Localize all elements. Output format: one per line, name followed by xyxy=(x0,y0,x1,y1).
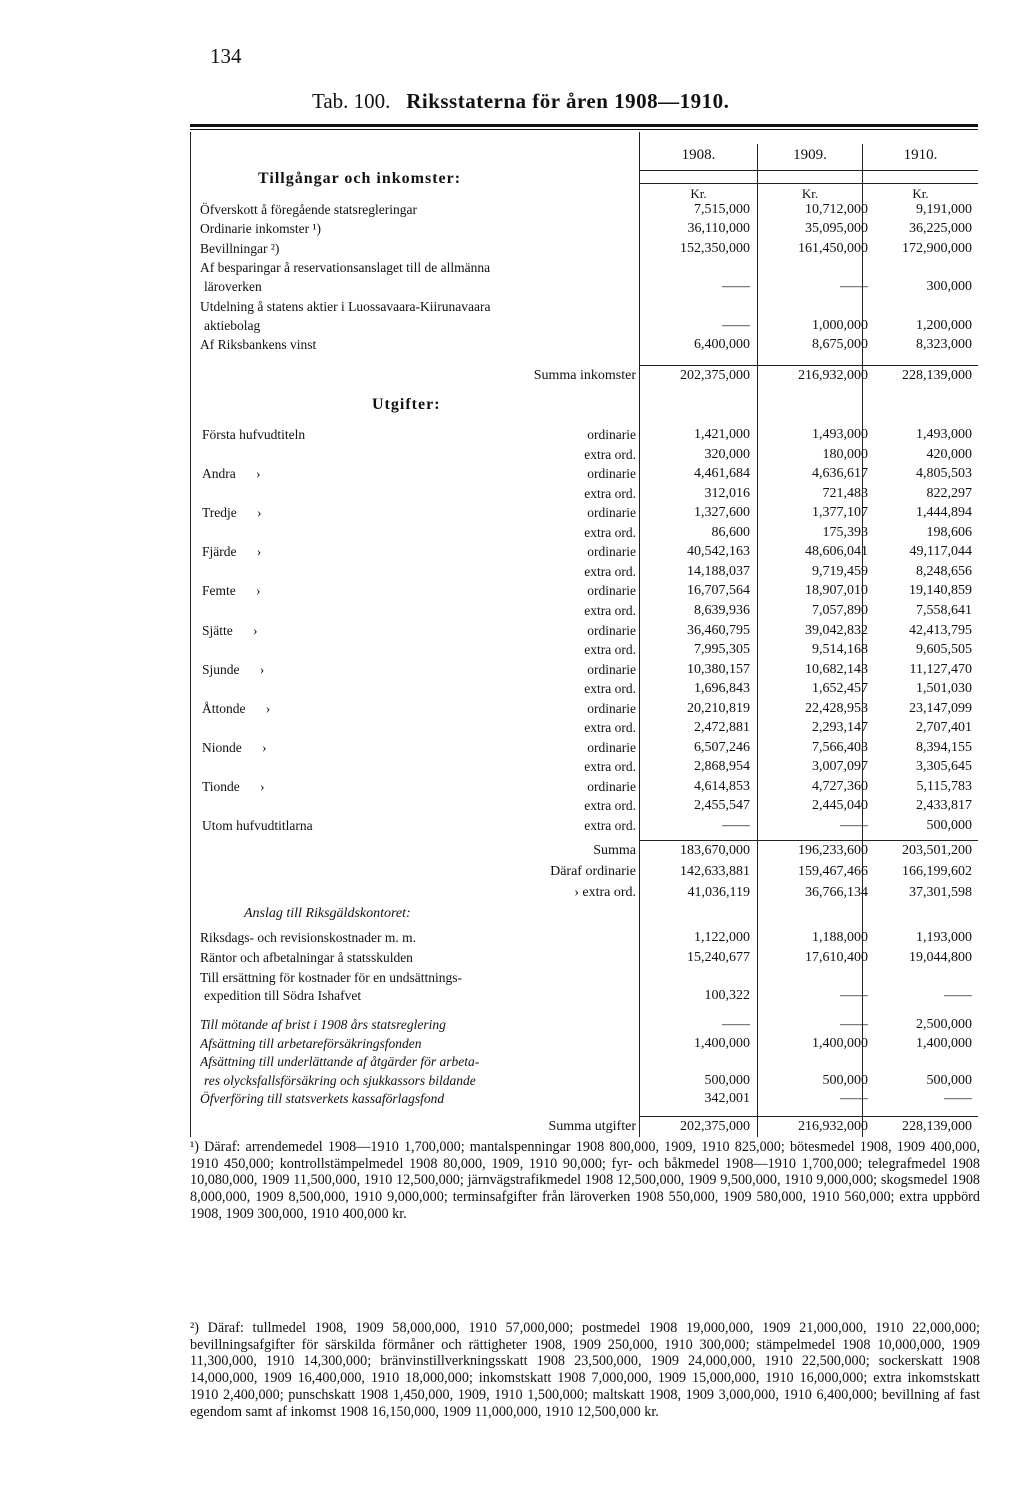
income-row-1-value-1: 36,110,000 xyxy=(687,221,750,237)
year-header-1908: 1908. xyxy=(681,147,716,163)
expense-row-16-value-1: 6,507,246 xyxy=(694,739,750,755)
expense-row-6-kind: ordinarie xyxy=(585,542,636,562)
expense-row-7 xyxy=(202,562,638,582)
expense-daraf-ordinarie-value-1: 142,633,881 xyxy=(680,864,750,879)
expense-row-5-value-3: 198,606 xyxy=(926,524,972,540)
expense-row-5 xyxy=(202,523,638,543)
anslag-row-0-text: Riksdags- och revisionskostnader m. m. xyxy=(200,930,416,945)
expense-row-15-value-3: 2,707,401 xyxy=(916,720,972,736)
special-row-2-text: Afsättning till underlättande af åtgärder för arbeta- xyxy=(200,1054,480,1070)
anslag-row-3 xyxy=(204,986,638,1006)
expense-row-11-value-2: 9,514,168 xyxy=(812,642,868,658)
income-row-3-text: Af besparingar å reservationsanslaget till de allmänna xyxy=(200,259,491,275)
expense-row-4-value-2: 1,377,107 xyxy=(812,505,868,521)
expense-row-0-value-2: 1,493,000 xyxy=(812,427,868,442)
expense-row-0 xyxy=(202,425,638,445)
special-row-3-value-2: 500,000 xyxy=(822,1072,868,1088)
expense-row-5-value-2: 175,393 xyxy=(822,524,868,540)
expense-row-5-kind: extra ord. xyxy=(582,523,636,543)
expense-summa-label: Summa xyxy=(593,843,636,858)
expense-row-9-value-2: 7,057,890 xyxy=(812,602,868,618)
special-row-4-text: Öfverföring till statsverkets kassaförlagsfond xyxy=(200,1091,445,1107)
income-row-0-value-3: 9,191,000 xyxy=(916,202,972,217)
top-double-rule xyxy=(190,124,978,127)
expense-row-2 xyxy=(202,464,638,484)
anslag-row-1-value-3: 19,044,800 xyxy=(909,950,972,965)
expense-daraf-extra-value-2: 36,766,134 xyxy=(805,885,868,900)
expense-row-3-value-1: 312,016 xyxy=(704,485,750,501)
income-row-6-value-1: —— xyxy=(722,317,750,333)
special-row-3-text: res olycksfallsförsäkring och sjukkassors bildande xyxy=(204,1072,476,1088)
expense-row-14-value-2: 22,428,953 xyxy=(805,700,868,716)
expense-row-11-value-3: 9,605,505 xyxy=(916,642,972,658)
anslag-row-1-value-2: 17,610,400 xyxy=(805,950,868,965)
footnote-2: ²) Däraf: tullmedel 1908, 1909 58,000,000, 1910 57,000,000; postmedel 1908 19,000,000, 1909 21,000,000, 1910 22,000,000; bevillningsafgifter för särskilda förmåner och rättigheter 1908, 1909 250,000, 1910 300,000; stämpelmedel 1908 10,000,000, 1909 11,300,000, 1910 14,300,000; bränvinstillverkningsskatt 1908 23,500,000, 1909 24,000,000, 1910 22,500,000; sockerskatt 1908 14,000,000, 1909 16,400,000, 1910 18,000,000; inkomstskatt 1908 7,000,000, 1909 15,000,000, 1910 16,000,000; extra inkomstskatt 1910 2,400,000; punschskatt 1908 1,450,000, 1909, 1910 1,500,000; maltskatt 1908, 1909 3,000,000, 1910 6,400,000; bevillning af fast egendom samt af inkomst 1908 16,150,000, 1909 11,000,000, 1910 12,500,000 kr. xyxy=(190,1320,980,1420)
expense-row-6 xyxy=(202,542,638,562)
year-header-1910: 1910. xyxy=(903,147,938,163)
income-row-5-text: Utdelning å statens aktier i Luossavaara-Kiirunavaara xyxy=(200,298,491,314)
income-row-6 xyxy=(204,316,638,336)
expense-row-3 xyxy=(202,484,638,504)
special-row-4-value-1: 342,001 xyxy=(704,1091,750,1107)
anslag-row-2 xyxy=(200,968,638,988)
total-expense-value-1: 202,375,000 xyxy=(680,1119,750,1134)
expenses-heading: Utgifter: xyxy=(372,396,441,413)
expense-daraf-ordinarie-label: Däraf ordinarie xyxy=(550,864,636,879)
expense-row-14-value-3: 23,147,099 xyxy=(909,700,972,716)
anslag-row-2-text: Till ersättning för kostnader för en undsättnings- xyxy=(200,970,462,985)
expense-row-18-value-1: 4,614,853 xyxy=(694,778,750,794)
expense-row-11-text xyxy=(202,642,204,657)
special-row-0-value-1: —— xyxy=(722,1017,750,1032)
expense-row-7-kind: extra ord. xyxy=(582,562,636,582)
expense-row-15-value-2: 2,293,147 xyxy=(812,720,868,736)
special-row-0-value-2: —— xyxy=(840,1017,868,1032)
expense-row-13-value-3: 1,501,030 xyxy=(916,681,972,697)
expense-row-3-value-2: 721,483 xyxy=(822,485,868,501)
special-row-1-value-3: 1,400,000 xyxy=(916,1035,972,1051)
special-row-1-value-2: 1,400,000 xyxy=(812,1035,868,1051)
expense-row-0-value-1: 1,421,000 xyxy=(694,427,750,442)
top-thin-rule xyxy=(190,129,978,130)
income-row-4-value-3: 300,000 xyxy=(926,279,972,295)
expense-row-1-text xyxy=(202,447,204,462)
expense-row-0-kind: ordinarie xyxy=(585,425,636,445)
expense-row-4-value-3: 1,444,894 xyxy=(916,505,972,521)
special-row-4-value-2: —— xyxy=(840,1091,868,1107)
expense-row-4-text: Tredje › xyxy=(202,505,262,521)
income-row-6-value-3: 1,200,000 xyxy=(916,317,972,333)
income-sum-value-1: 202,375,000 xyxy=(680,368,750,383)
table-title xyxy=(312,89,729,114)
expense-row-10-kind: ordinarie xyxy=(585,621,636,641)
expense-row-8-value-1: 16,707,564 xyxy=(687,583,750,599)
expense-daraf-extra-value-1: 41,036,119 xyxy=(687,885,750,900)
expense-row-14-kind: ordinarie xyxy=(585,699,636,719)
expense-row-8-text: Femte › xyxy=(202,583,261,599)
income-row-5 xyxy=(200,297,638,317)
expense-row-1-kind: extra ord. xyxy=(582,445,636,465)
expense-row-7-text xyxy=(202,564,204,579)
expense-row-14-value-1: 20,210,819 xyxy=(687,700,750,716)
column-header-rule xyxy=(640,170,978,171)
anslag-row-3-value-1: 100,322 xyxy=(704,988,750,1003)
expense-row-5-value-1: 86,600 xyxy=(711,524,750,540)
expense-row-2-value-3: 4,805,503 xyxy=(916,466,972,482)
income-row-0-value-1: 7,515,000 xyxy=(694,202,750,217)
special-row-3-value-1: 500,000 xyxy=(704,1072,750,1088)
expense-row-3-value-3: 822,297 xyxy=(926,485,972,501)
expense-daraf-ordinarie-value-3: 166,199,602 xyxy=(902,864,972,879)
expense-row-19-value-2: 2,445,040 xyxy=(812,798,868,814)
expense-row-7-value-2: 9,719,459 xyxy=(812,563,868,579)
special-row-0 xyxy=(200,1015,638,1035)
expense-row-19-value-1: 2,455,547 xyxy=(694,798,750,814)
income-row-2-value-2: 161,450,000 xyxy=(798,240,868,256)
income-row-2-value-1: 152,350,000 xyxy=(680,240,750,256)
expense-row-2-text: Andra › xyxy=(202,466,261,482)
income-row-4-value-1: —— xyxy=(722,279,750,295)
expense-row-4-value-1: 1,327,600 xyxy=(694,505,750,521)
income-row-7-value-1: 6,400,000 xyxy=(694,337,750,353)
special-row-1-text: Afsättning till arbetareförsäkringsfonden xyxy=(200,1035,422,1051)
expense-row-3-text xyxy=(202,486,204,501)
expense-row-18-kind: ordinarie xyxy=(585,777,636,797)
expense-row-2-value-2: 4,636,617 xyxy=(812,466,868,482)
expense-row-10-value-3: 42,413,795 xyxy=(909,622,972,638)
expense-row-19 xyxy=(202,796,638,816)
expense-row-18-value-3: 5,115,783 xyxy=(916,778,972,794)
expense-row-16-value-2: 7,566,403 xyxy=(812,739,868,755)
total-expense-value-2: 216,932,000 xyxy=(798,1119,868,1134)
expense-row-17-value-2: 3,007,097 xyxy=(812,759,868,775)
income-sum-label: Summa inkomster xyxy=(533,368,636,383)
expense-row-9-text xyxy=(202,603,204,618)
expense-row-14 xyxy=(202,699,638,719)
page-number: 134 xyxy=(210,44,242,68)
anslag-row-0 xyxy=(200,928,638,948)
expense-row-12-kind: ordinarie xyxy=(585,660,636,680)
income-row-7 xyxy=(200,335,638,355)
expense-row-0-value-3: 1,493,000 xyxy=(916,427,972,442)
expense-row-8-kind: ordinarie xyxy=(585,581,636,601)
expense-row-1-value-2: 180,000 xyxy=(822,446,868,462)
expense-row-12-value-2: 10,682,143 xyxy=(805,661,868,677)
income-row-6-text: aktiebolag xyxy=(204,317,261,333)
expense-row-7-value-1: 14,188,037 xyxy=(687,563,750,579)
expense-row-20-text: Utom hufvudtitlarna xyxy=(202,818,313,833)
expense-row-4 xyxy=(202,503,638,523)
year-header-1909: 1909. xyxy=(793,147,827,163)
income-row-1-text: Ordinarie inkomster ¹) xyxy=(200,221,322,237)
left-border xyxy=(190,132,191,1137)
special-row-0-text: Till mötande af brist i 1908 års statsreglering xyxy=(200,1017,446,1032)
expense-daraf-extra-value-3: 37,301,598 xyxy=(909,885,972,900)
expense-row-6-value-1: 40,542,163 xyxy=(687,544,750,560)
total-expense-label: Summa utgifter xyxy=(548,1119,636,1134)
anslag-row-3-value-2: —— xyxy=(840,988,868,1003)
expense-row-20-kind: extra ord. xyxy=(582,816,636,836)
income-row-7-value-3: 8,323,000 xyxy=(916,337,972,353)
income-row-0 xyxy=(200,200,638,220)
expense-row-9 xyxy=(202,601,638,621)
income-row-1-value-3: 36,225,000 xyxy=(909,221,972,237)
table-label: Tab. 100. xyxy=(312,89,391,113)
expense-row-13-value-2: 1,652,457 xyxy=(812,681,868,697)
income-row-2-value-3: 172,900,000 xyxy=(902,240,972,256)
expense-row-17-value-3: 3,305,645 xyxy=(916,759,972,775)
expense-row-11 xyxy=(202,640,638,660)
special-row-1-value-1: 1,400,000 xyxy=(694,1035,750,1051)
income-row-7-value-2: 8,675,000 xyxy=(812,337,868,353)
expense-row-5-text xyxy=(202,525,204,540)
expense-row-9-value-1: 8,639,936 xyxy=(694,602,750,618)
income-row-1 xyxy=(200,219,638,239)
expense-row-1 xyxy=(202,445,638,465)
expense-row-2-kind: ordinarie xyxy=(585,464,636,484)
expense-row-0-text: Första hufvudtiteln xyxy=(202,427,306,442)
anslag-row-0-value-3: 1,193,000 xyxy=(916,930,972,945)
income-row-4-text: läroverken xyxy=(204,279,262,295)
income-row-0-value-2: 10,712,000 xyxy=(805,202,868,217)
expense-row-12-text: Sjunde › xyxy=(202,661,265,677)
expense-row-15-value-1: 2,472,881 xyxy=(694,720,750,736)
expense-row-15 xyxy=(202,718,638,738)
expense-row-11-value-1: 7,995,305 xyxy=(694,642,750,658)
income-row-0-text: Öfverskott å föregående statsregleringar xyxy=(200,202,418,217)
special-row-3 xyxy=(204,1071,638,1091)
expense-row-12-value-1: 10,380,157 xyxy=(687,661,750,677)
expense-row-17-text xyxy=(202,759,204,774)
expense-row-4-kind: ordinarie xyxy=(585,503,636,523)
expense-row-20 xyxy=(202,816,638,836)
income-row-7-text: Af Riksbankens vinst xyxy=(200,337,317,353)
expense-row-16 xyxy=(202,738,638,758)
expense-row-18-text: Tionde › xyxy=(202,778,265,794)
income-heading: Tillgångar och inkomster: xyxy=(258,170,462,187)
income-row-6-value-2: 1,000,000 xyxy=(812,317,868,333)
income-row-3 xyxy=(200,258,638,278)
expense-row-6-value-2: 48,606,041 xyxy=(805,544,868,560)
expense-row-16-value-3: 8,394,155 xyxy=(916,739,972,755)
expense-daraf-extra-label: › extra ord. xyxy=(574,885,636,900)
expense-row-10-value-1: 36,460,795 xyxy=(687,622,750,638)
anslag-row-1 xyxy=(200,948,638,968)
income-row-1-value-2: 35,095,000 xyxy=(805,221,868,237)
expense-row-18 xyxy=(202,777,638,797)
expense-row-14-text: Åttonde › xyxy=(202,700,271,716)
expense-row-13 xyxy=(202,679,638,699)
expense-row-9-value-3: 7,558,641 xyxy=(916,602,972,618)
table-heading: Riksstaterna för åren 1908—1910. xyxy=(406,89,730,113)
expense-row-1-value-1: 320,000 xyxy=(704,446,750,462)
anslag-row-0-value-1: 1,122,000 xyxy=(694,930,750,945)
column-header-rule-2 xyxy=(640,183,978,184)
expense-row-6-text: Fjärde › xyxy=(202,544,262,560)
expense-row-2-value-1: 4,461,684 xyxy=(694,466,750,482)
special-row-4 xyxy=(200,1089,638,1109)
total-expense-value-3: 228,139,000 xyxy=(902,1119,972,1134)
expense-daraf-ordinarie-value-2: 159,467,466 xyxy=(798,864,868,879)
expense-row-6-value-3: 49,117,044 xyxy=(909,544,972,560)
expense-row-13-text xyxy=(202,681,204,696)
expense-row-10-text: Sjätte › xyxy=(202,622,258,638)
expense-row-19-value-3: 2,433,817 xyxy=(916,798,972,814)
income-sum-value-2: 216,932,000 xyxy=(798,368,868,383)
expense-row-13-kind: extra ord. xyxy=(582,679,636,699)
income-row-2-text: Bevillningar ²) xyxy=(200,240,280,256)
expense-row-16-text: Nionde › xyxy=(202,739,267,755)
income-sum-value-3: 228,139,000 xyxy=(902,368,972,383)
unit-header-1: Kr. xyxy=(690,186,707,201)
expense-row-19-kind: extra ord. xyxy=(582,796,636,816)
expense-row-19-text xyxy=(202,798,204,813)
anslag-row-3-text: expedition till Södra Ishafvet xyxy=(204,988,362,1003)
anslag-row-3-value-3: —— xyxy=(944,988,972,1003)
anslag-row-0-value-2: 1,188,000 xyxy=(812,930,868,945)
special-row-3-value-3: 500,000 xyxy=(926,1072,972,1088)
expense-row-20-value-1: —— xyxy=(722,818,750,833)
expense-row-12 xyxy=(202,660,638,680)
expense-row-16-kind: ordinarie xyxy=(585,738,636,758)
expense-row-11-kind: extra ord. xyxy=(582,640,636,660)
expense-row-13-value-1: 1,696,843 xyxy=(694,681,750,697)
unit-header-2: Kr. xyxy=(801,186,819,201)
expense-row-8-value-2: 18,907,010 xyxy=(805,583,868,599)
expense-row-15-kind: extra ord. xyxy=(582,718,636,738)
expense-row-10-value-2: 39,042,832 xyxy=(805,622,868,638)
expense-summa-value-3: 203,501,200 xyxy=(902,843,972,858)
expense-summa-value-1: 183,670,000 xyxy=(680,843,750,858)
anslag-heading: Anslag till Riksgäldskontoret: xyxy=(244,906,411,921)
anslag-row-1-text: Räntor och afbetalningar å statsskulden xyxy=(200,950,413,965)
expense-row-8 xyxy=(202,581,638,601)
expense-row-17 xyxy=(202,757,638,777)
special-row-1 xyxy=(200,1034,638,1054)
expense-row-1-value-3: 420,000 xyxy=(926,446,972,462)
expense-row-17-kind: extra ord. xyxy=(582,757,636,777)
expense-row-8-value-3: 19,140,859 xyxy=(909,583,972,599)
expense-summa-value-2: 196,233,600 xyxy=(798,843,868,858)
expense-row-20-value-2: —— xyxy=(840,818,868,833)
anslag-row-1-value-1: 15,240,677 xyxy=(687,950,750,965)
income-row-4 xyxy=(204,277,638,297)
footnote-1: ¹) Däraf: arrendemedel 1908—1910 1,700,000; mantalspenningar 1908 800,000, 1909, 1910 825,000; bötesmedel 1908, 1909 400,000, 1910 450,000; kontrollstämpelmedel 1908 80,000, 1909, 1910 90,000; fyr- och båkmedel 1908—1910 1,700,000; telegrafmedel 1908 10,080,000, 1909 11,500,000, 1910 12,500,000; järnvägstrafikmedel 1908 12,500,000, 1909 9,500,000, 1910 9,000,000; skogsmedel 1908 8,000,000, 1909 8,500,000, 1910 9,000,000; terminsafgifter från läroverken 1908 550,000, 1909 580,000, 1910 560,000; extra uppbörd 1908, 1909 300,000, 1910 400,000 kr. xyxy=(190,1139,980,1222)
expense-row-7-value-3: 8,248,656 xyxy=(916,563,972,579)
expense-row-3-kind: extra ord. xyxy=(582,484,636,504)
expense-row-10 xyxy=(202,621,638,641)
expense-row-20-value-3: 500,000 xyxy=(926,818,972,833)
expense-row-9-kind: extra ord. xyxy=(582,601,636,621)
expense-row-18-value-2: 4,727,360 xyxy=(812,778,868,794)
income-row-4-value-2: —— xyxy=(840,279,868,295)
expense-row-15-text xyxy=(202,720,204,735)
special-row-0-value-3: 2,500,000 xyxy=(916,1017,972,1032)
unit-header-3: Kr. xyxy=(912,186,929,201)
special-row-2 xyxy=(200,1052,638,1072)
expense-row-17-value-1: 2,868,954 xyxy=(694,759,750,775)
special-row-4-value-3: —— xyxy=(944,1091,972,1107)
expense-row-12-value-3: 11,127,470 xyxy=(909,661,972,677)
income-row-2 xyxy=(200,239,638,259)
